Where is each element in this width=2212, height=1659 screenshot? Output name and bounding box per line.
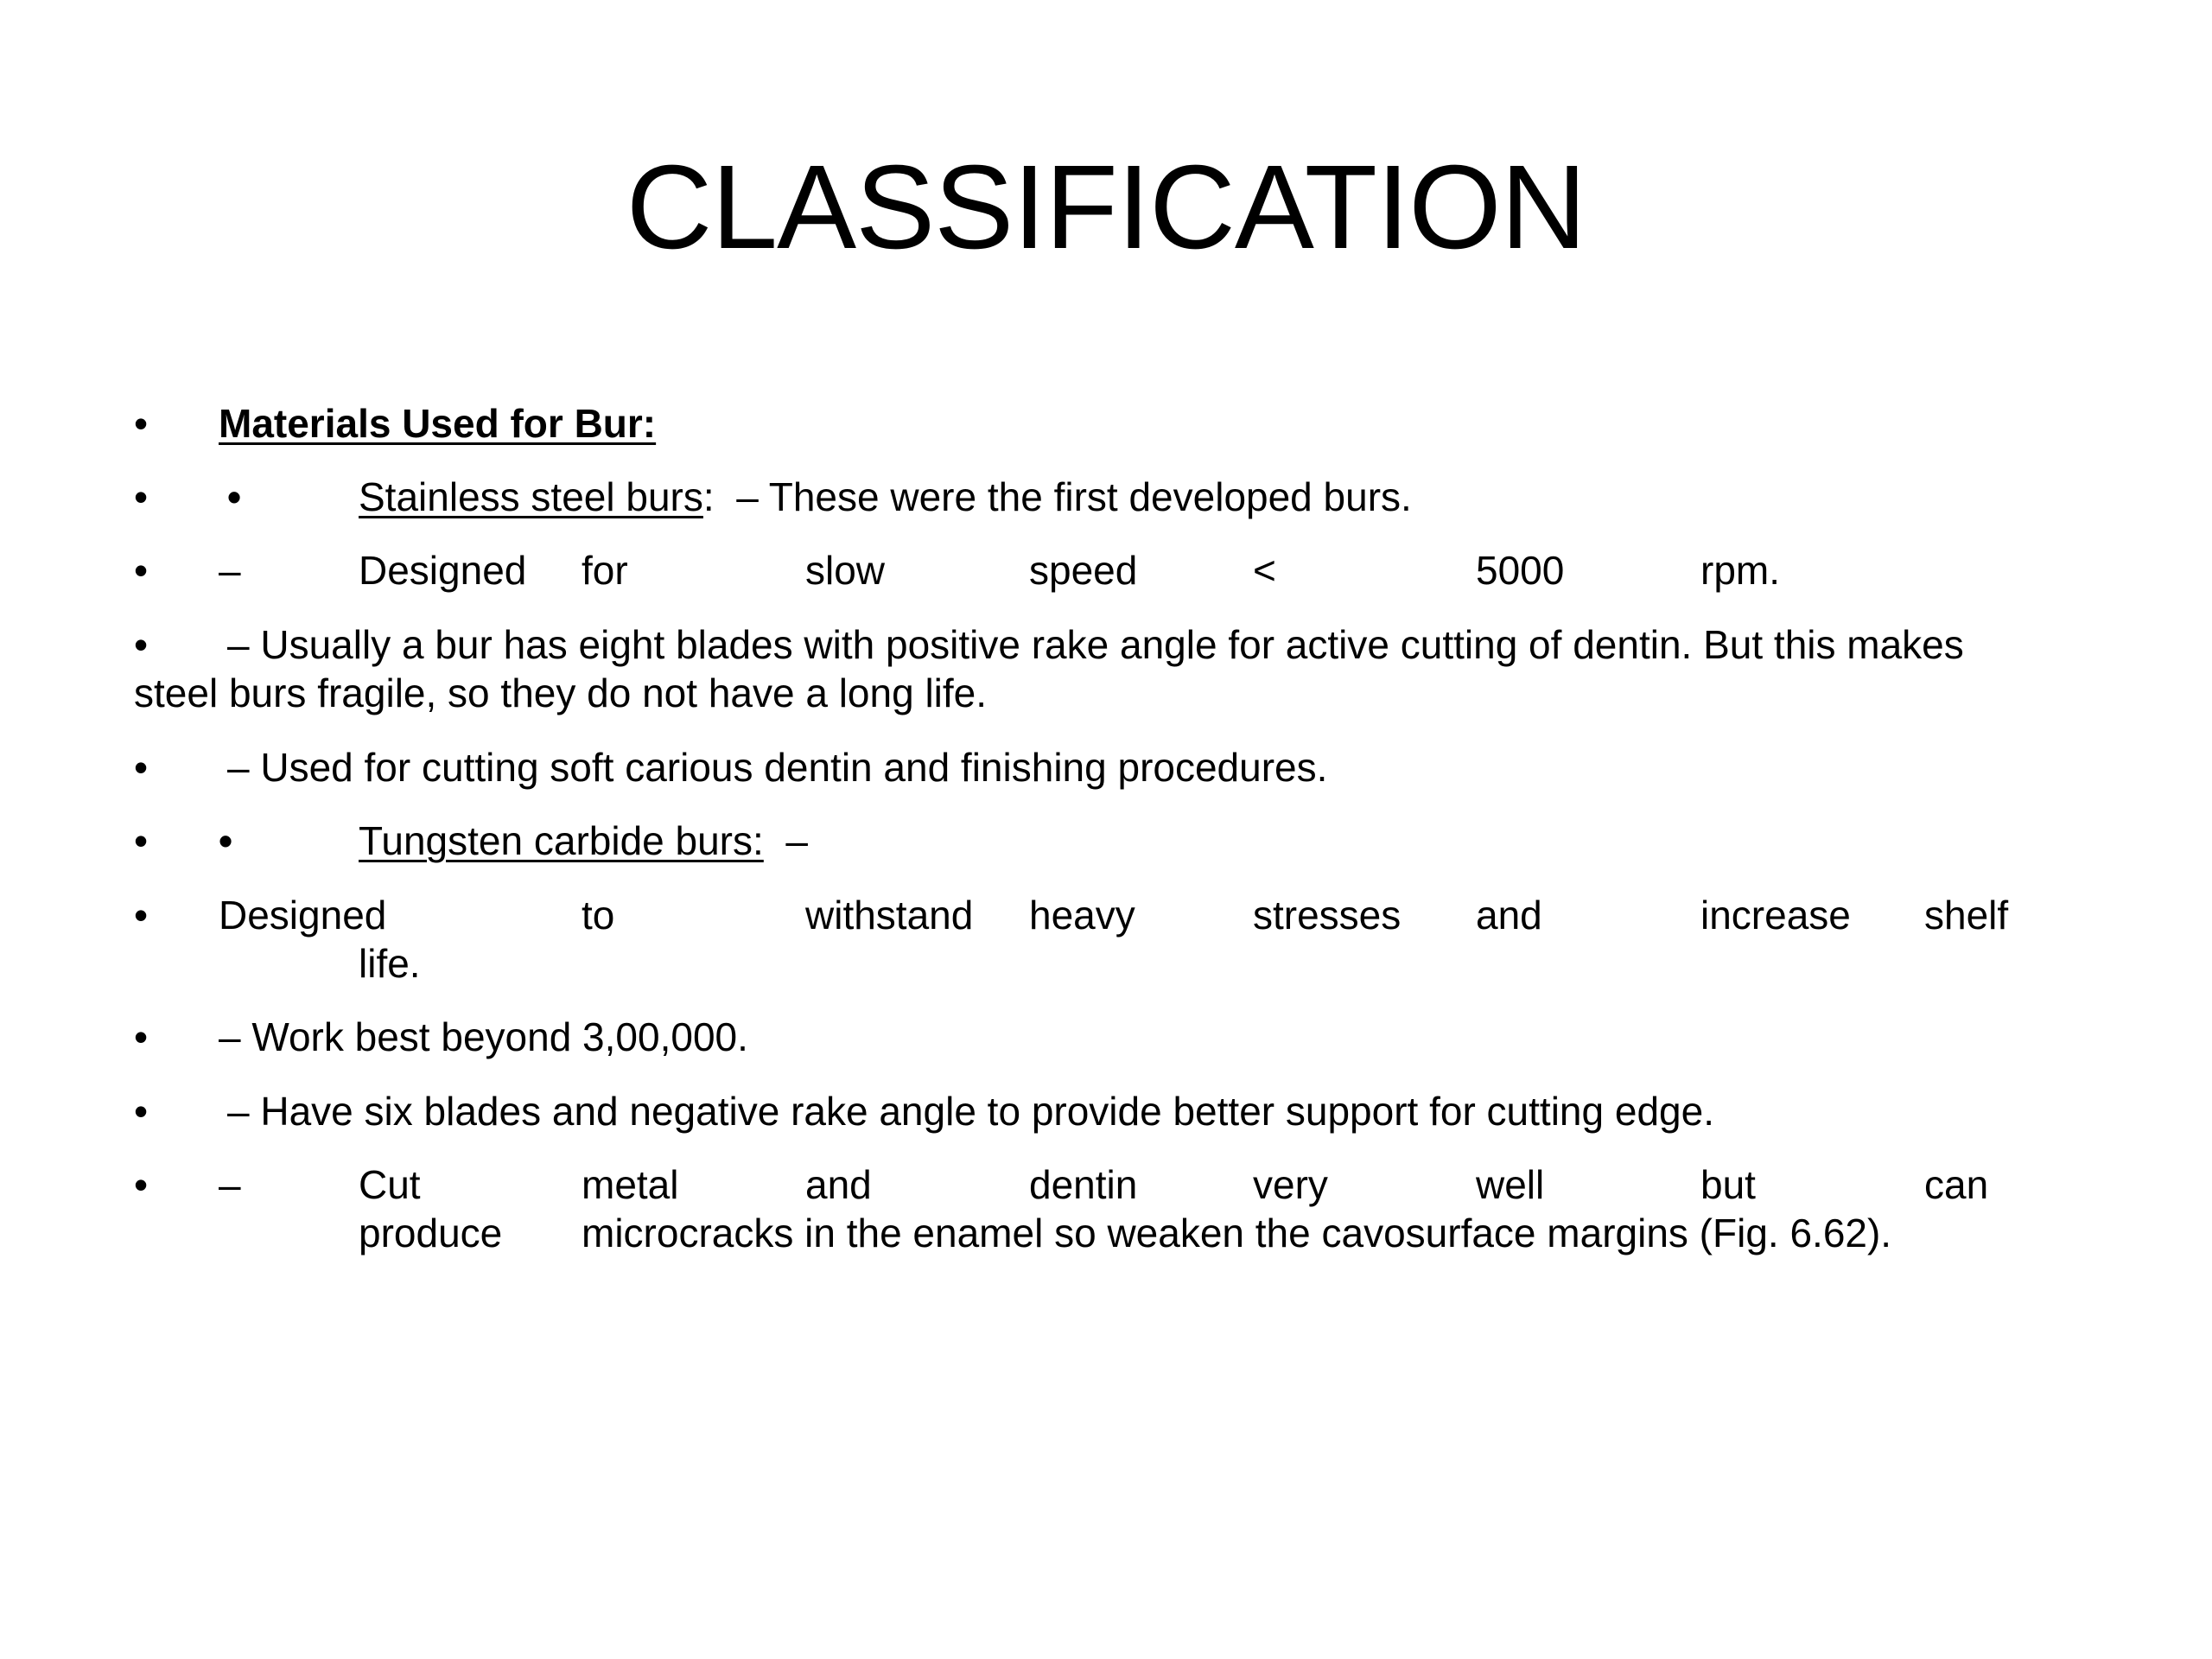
bullet: • xyxy=(134,1014,149,1059)
continuation-text: microcracks in the enamel so weaken the cavosurface margins (Fig. 6.62). xyxy=(582,1211,1892,1255)
word: speed xyxy=(1029,548,1138,593)
bullet: • xyxy=(134,818,149,863)
subheading-label: Stainless steel burs xyxy=(359,474,703,519)
sub-bullet: • xyxy=(227,474,242,519)
word: increase xyxy=(1700,893,1851,938)
word: very xyxy=(1253,1162,1328,1207)
word: 5000 xyxy=(1476,548,1565,593)
word: dentin xyxy=(1029,1162,1138,1207)
word: shelf xyxy=(1924,893,2009,938)
subheading-line xyxy=(359,473,1412,521)
item-text: – Have six blades and negative rake angle to provide better support for cutting edge. xyxy=(227,1089,1714,1134)
continuation-text: life. xyxy=(359,941,421,986)
bullet: • xyxy=(134,622,149,667)
word: but xyxy=(1700,1162,1756,1207)
word: to xyxy=(582,893,615,938)
word: for xyxy=(582,548,628,593)
subheading-line xyxy=(359,817,808,865)
word: – xyxy=(219,1162,241,1207)
item-text-line: steel burs fragile, so they do not have a long life. xyxy=(134,671,988,715)
bullet: • xyxy=(134,548,149,593)
word: stresses xyxy=(1253,893,1402,938)
item-text: – Work best beyond 3,00,000. xyxy=(219,1014,748,1059)
word: withstand xyxy=(805,893,974,938)
word: Cut xyxy=(359,1162,421,1207)
word: slow xyxy=(805,548,886,593)
word: Designed xyxy=(359,548,527,593)
section-heading: Materials Used for Bur: xyxy=(219,401,657,446)
bullet: • xyxy=(134,474,149,519)
word: and xyxy=(805,1162,872,1207)
bullet: • xyxy=(134,1089,149,1134)
bullet: • xyxy=(134,1162,149,1207)
word: rpm. xyxy=(1700,548,1780,593)
word: metal xyxy=(582,1162,679,1207)
continuation-text: produce xyxy=(359,1211,503,1255)
bullet: • xyxy=(134,401,149,446)
word: Designed xyxy=(219,893,387,938)
item-text: – Used for cutting soft carious dentin and finishing procedures. xyxy=(227,745,1328,790)
slide-title: CLASSIFICATION xyxy=(626,141,1586,274)
item-text-line: – Usually a bur has eight blades with positive rake angle for active cutting of dentin. But this makes xyxy=(227,622,1964,667)
bullet: • xyxy=(134,893,149,938)
sub-bullet: • xyxy=(219,818,233,863)
word: and xyxy=(1476,893,1542,938)
word: heavy xyxy=(1029,893,1135,938)
word: < xyxy=(1253,548,1276,593)
item-text: – These were the first developed burs. xyxy=(736,474,1412,519)
item-text: – xyxy=(785,818,808,863)
bullet: • xyxy=(134,745,149,790)
word: – xyxy=(219,548,241,593)
subheading-colon: : xyxy=(702,474,715,519)
word: well xyxy=(1476,1162,1545,1207)
subheading-label: Tungsten carbide burs: xyxy=(359,818,764,863)
word: can xyxy=(1924,1162,1989,1207)
